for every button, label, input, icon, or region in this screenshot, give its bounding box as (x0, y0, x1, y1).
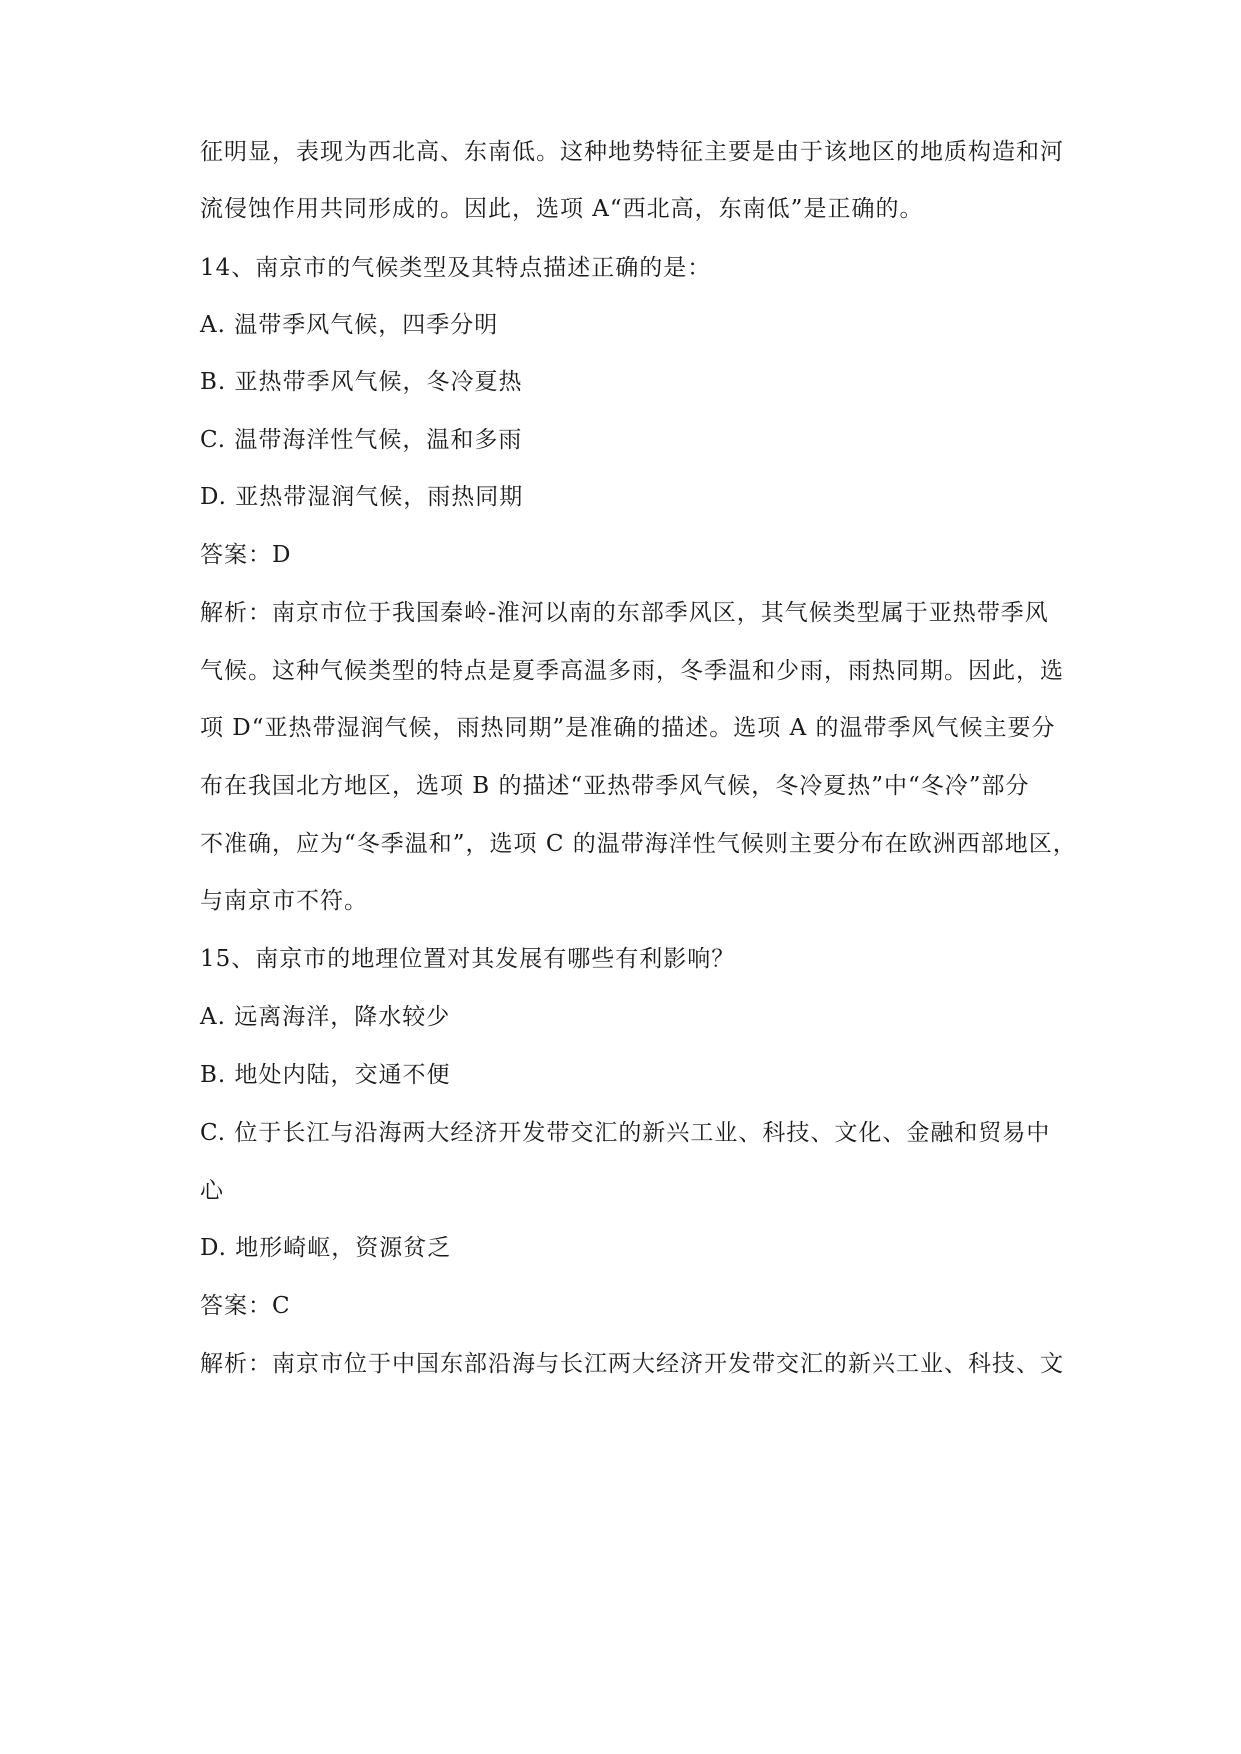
question-heading: 15、南京市的地理位置对其发展有哪些有利影响？ (200, 946, 736, 972)
analysis-line: 不准确，应为“冬季温和”，选项 C 的温带海洋性气候则主要分布在欧洲西部地区， (200, 831, 1077, 857)
option-line: B. 亚热带季风气候，冬冷夏热 (200, 369, 523, 395)
analysis-line: 与南京市不符。 (200, 888, 368, 914)
analysis-line: 解析：南京市位于中国东部沿海与长江两大经济开发带交汇的新兴工业、科技、文 (200, 1351, 1064, 1377)
question-heading: 14、南京市的气候类型及其特点描述正确的是： (200, 255, 712, 281)
option-line: C. 位于长江与沿海两大经济开发带交汇的新兴工业、科技、文化、金融和贸易中 (200, 1120, 1051, 1146)
option-line-continuation: 心 (200, 1178, 224, 1204)
option-line: B. 地处内陆，交通不便 (200, 1062, 451, 1088)
answer-line: 答案：D (200, 542, 292, 568)
paragraph-line: 流侵蚀作用共同形成的。因此，选项 A“西北高，东南低”是正确的。 (200, 196, 924, 222)
paragraph-line: 征明显，表现为西北高、东南低。这种地势特征主要是由于该地区的地质构造和河 (200, 139, 1064, 165)
option-line: D. 地形崎岖，资源贫乏 (200, 1235, 452, 1261)
analysis-line: 气候。这种气候类型的特点是夏季高温多雨，冬季温和少雨，雨热同期。因此，选 (200, 658, 1064, 684)
option-line: A. 远离海洋，降水较少 (200, 1004, 451, 1030)
option-line: A. 温带季风气候，四季分明 (200, 312, 499, 338)
analysis-line: 项 D“亚热带湿润气候，雨热同期”是准确的描述。选项 A 的温带季风气候主要分 (200, 715, 1056, 741)
analysis-line: 布在我国北方地区，选项 B 的描述“亚热带季风气候，冬冷夏热”中“冬冷”部分 (200, 773, 1030, 799)
answer-line: 答案：C (200, 1293, 291, 1319)
option-line: C. 温带海洋性气候，温和多雨 (200, 427, 523, 453)
option-line: D. 亚热带湿润气候，雨热同期 (200, 484, 524, 510)
analysis-line: 解析：南京市位于我国秦岭-淮河以南的东部季风区，其气候类型属于亚热带季风 (200, 600, 1049, 626)
